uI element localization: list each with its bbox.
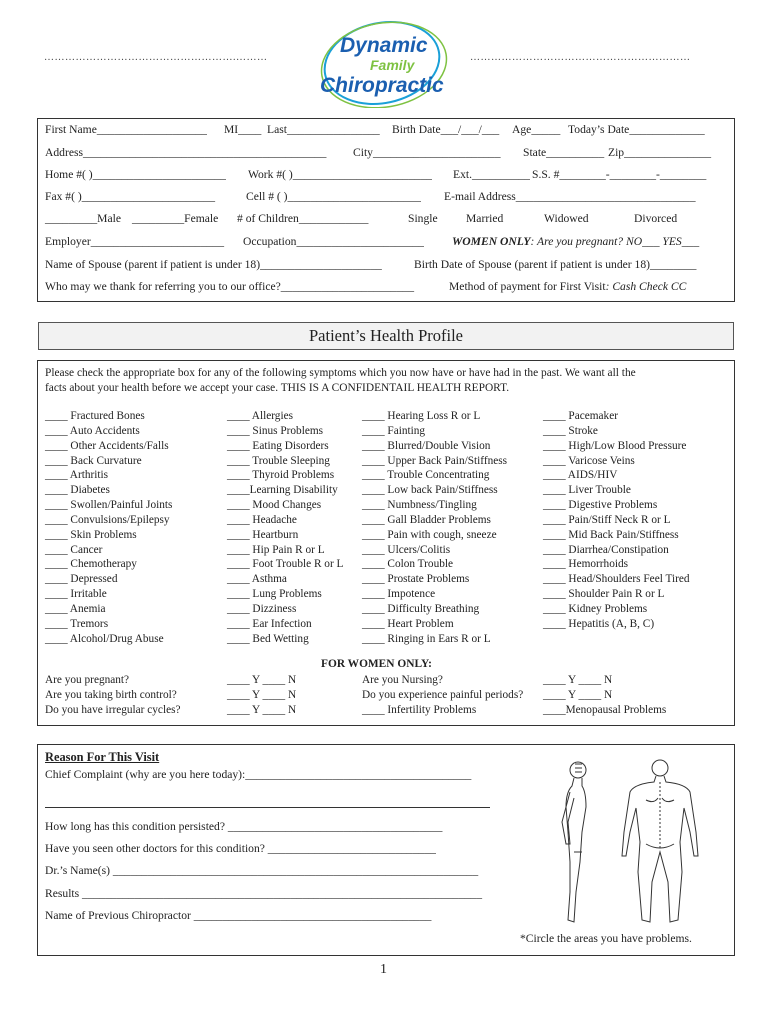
side-view-figure <box>562 762 586 922</box>
symptom-item[interactable]: ____ Eating Disorders <box>227 439 329 452</box>
women-question[interactable]: Are you Nursing? <box>362 674 443 686</box>
zip-field[interactable]: Zip_______________ <box>608 146 712 159</box>
cell-phone-field[interactable]: Cell # ( )_______________________ <box>246 190 421 203</box>
symptom-item[interactable]: ____ Skin Problems <box>45 528 137 541</box>
symptom-item[interactable]: ____ Low back Pain/Stiffness <box>362 484 498 497</box>
symptom-item[interactable]: ____ Mood Changes <box>227 499 322 512</box>
complaint-line[interactable] <box>45 807 490 808</box>
divorced-option[interactable]: Divorced <box>634 212 678 225</box>
symptom-item[interactable]: ____ Diabetes <box>45 484 110 497</box>
symptom-item[interactable]: ____ Kidney Problems <box>543 602 648 615</box>
symptom-item[interactable]: ____ Chemotherapy <box>45 558 137 571</box>
profile-intro <box>45 366 636 395</box>
symptom-item[interactable]: ____ Upper Back Pain/Stiffness <box>362 454 508 467</box>
chief-complaint-field[interactable] <box>45 768 471 781</box>
women-questions-mid <box>362 673 523 718</box>
women-yn-right <box>543 673 666 718</box>
symptom-item[interactable]: ____Learning Disability <box>227 484 338 497</box>
back-view-figure <box>622 760 698 922</box>
symptom-item[interactable]: ____ Trouble Concentrating <box>362 469 490 482</box>
symptom-item[interactable]: ____ Ulcers/Colitis <box>362 543 451 556</box>
symptom-item[interactable]: ____ Anemia <box>45 602 106 615</box>
female-field[interactable]: _________Female <box>132 212 219 225</box>
symptom-item[interactable]: ____ Back Curvature <box>45 454 142 467</box>
male-field[interactable]: _________Male <box>45 212 121 225</box>
symptom-item[interactable]: ____ Heartburn <box>227 528 299 541</box>
symptom-item[interactable]: ____ Prostate Problems <box>362 573 470 586</box>
todays-date-field[interactable]: Today’s Date_____________ <box>568 123 705 136</box>
fax-field[interactable]: Fax #( )_______________________ <box>45 190 216 203</box>
circle-instruction: *Circle the areas you have problems. <box>520 932 692 945</box>
intro-line-1: Please check the appropriate box for any of the following symptoms which you now have or have had in the past. We want all the <box>45 367 636 379</box>
symptom-item[interactable]: ____ Headache <box>227 513 297 526</box>
symptom-item[interactable]: ____ AIDS/HIV <box>543 469 618 482</box>
payment-options[interactable]: : Cash Check CC <box>605 280 687 293</box>
clinic-logo <box>312 18 462 108</box>
pregnant-question[interactable]: : Are you pregnant? NO___ YES___ <box>530 235 700 248</box>
symptom-item[interactable]: ____ Other Accidents/Falls <box>45 439 169 452</box>
yes-no-field[interactable]: ____Menopausal Problems <box>543 703 667 716</box>
spouse-name-field[interactable]: Name of Spouse (parent if patient is under 18)_____________________ <box>45 258 382 271</box>
symptom-item[interactable]: ____ Hemorrhoids <box>543 558 629 571</box>
symptom-item[interactable]: ____ Lung Problems <box>227 588 322 601</box>
spouse-birth-field[interactable]: Birth Date of Spouse (parent if patient is under 18)________ <box>414 258 697 271</box>
symptom-item[interactable]: ____ Foot Trouble R or L <box>227 558 344 571</box>
ext-field[interactable]: Ext.__________ <box>453 168 530 181</box>
work-phone-field[interactable]: Work #( )________________________ <box>248 168 432 181</box>
symptom-item[interactable]: ____ Gall Bladder Problems <box>362 513 491 526</box>
other-doctors-field[interactable]: Have you seen other doctors for this condition? _____________________________ <box>45 842 436 855</box>
women-question[interactable]: Do you have irregular cycles? <box>45 703 181 716</box>
state-field[interactable]: State__________ <box>523 146 605 159</box>
symptom-item[interactable]: ____ Allergies <box>227 410 293 422</box>
symptom-item[interactable]: ____ Hip Pain R or L <box>227 543 325 556</box>
symptom-item[interactable]: ____ Irritable <box>45 588 107 601</box>
symptom-item[interactable]: ____ Swollen/Painful Joints <box>45 499 173 512</box>
symptom-item[interactable]: ____ Arthritis <box>45 469 109 482</box>
symptom-item[interactable]: ____ Digestive Problems <box>543 499 658 512</box>
symptom-item[interactable]: ____ Convulsions/Epilepsy <box>45 513 170 526</box>
symptom-item[interactable]: ____ Dizziness <box>227 602 297 615</box>
symptom-item[interactable]: ____ Trouble Sleeping <box>227 454 330 467</box>
symptom-item[interactable]: ____ Tremors <box>45 617 109 630</box>
women-question[interactable]: Are you pregnant? <box>45 674 130 686</box>
symptom-item[interactable]: ____ Asthma <box>227 573 287 586</box>
women-yn-left <box>227 673 296 718</box>
home-phone-field[interactable]: Home #( )_______________________ <box>45 168 226 181</box>
women-question[interactable]: Are you taking birth control? <box>45 688 177 701</box>
symptom-item[interactable]: ____ Shoulder Pain R or L <box>543 588 665 601</box>
symptom-item[interactable]: ____ Mid Back Pain/Stiffness <box>543 528 679 541</box>
symptom-item[interactable]: ____ Hepatitis (A, B, C) <box>543 617 655 630</box>
referral-field[interactable]: Who may we thank for referring you to our office?_______________________ <box>45 280 415 293</box>
symptom-item[interactable]: ____ Varicose Veins <box>543 454 635 467</box>
logo-line3: Chiropractic <box>320 74 444 97</box>
chief-complaint-label: Chief Complaint <box>45 768 123 781</box>
previous-chiropractor-field[interactable]: Name of Previous Chiropractor _________________________________________ <box>45 909 432 922</box>
symptom-item[interactable]: ____ Stroke <box>543 424 598 437</box>
logo-line1: Dynamic <box>340 34 428 57</box>
chief-complaint-prompt[interactable]: (why are you here today):_______________________________________ <box>125 768 472 781</box>
yes-no-field[interactable]: ____ Y ____ N <box>543 688 613 701</box>
symptom-item[interactable]: ____ Hearing Loss R or L <box>362 410 481 422</box>
symptom-item[interactable]: ____ Pain/Stiff Neck R or L <box>543 513 671 526</box>
payment-label: Method of payment for First Visit <box>449 280 606 293</box>
symptom-item[interactable]: ____ Numbness/Tingling <box>362 499 477 512</box>
women-only-heading: FOR WOMEN ONLY: <box>321 658 432 670</box>
doctors-name-field[interactable]: Dr.’s Name(s) _______________________________________________________________ <box>45 864 479 877</box>
symptom-item[interactable]: ____ Blurred/Double Vision <box>362 439 491 452</box>
duration-field[interactable]: How long has this condition persisted? _____________________________________ <box>45 820 443 833</box>
email-field[interactable]: E-mail Address_______________________________ <box>444 190 696 203</box>
occupation-field[interactable]: Occupation______________________ <box>243 235 424 248</box>
widowed-option[interactable]: Widowed <box>544 212 589 225</box>
mi-field[interactable]: MI____ <box>224 123 262 136</box>
yes-no-field[interactable]: ____ Y ____ N <box>227 688 297 701</box>
results-field[interactable]: Results _____________________________________________________________________ <box>45 887 483 900</box>
symptom-item[interactable]: ____ Head/Shoulders Feel Tired <box>543 573 690 586</box>
intro-line-2: facts about your health before we accept your case. THIS IS A CONFIDENTAIL HEALTH REPORT. <box>45 381 510 394</box>
women-only-label: WOMEN ONLY <box>452 235 531 248</box>
symptom-item[interactable]: ____ Difficulty Breathing <box>362 602 480 615</box>
ss-number-field[interactable]: S.S. #________-________-________ <box>532 168 707 181</box>
married-option[interactable]: Married <box>466 212 504 225</box>
body-diagram[interactable] <box>530 752 730 930</box>
last-name-field[interactable]: Last________________ <box>267 123 380 136</box>
symptom-item[interactable]: ____ Pain with cough, sneeze <box>362 528 497 541</box>
symptom-item[interactable]: ____ Pacemaker <box>543 410 618 422</box>
symptom-item[interactable]: ____ High/Low Blood Pressure <box>543 439 687 452</box>
symptom-item[interactable]: ____ Alcohol/Drug Abuse <box>45 632 164 645</box>
symptom-item[interactable]: ____ Fainting <box>362 424 426 437</box>
section-title: Patient’s Health Profile <box>38 322 734 350</box>
yes-no-field[interactable]: ____ Y ____ N <box>543 674 613 686</box>
city-field[interactable]: City______________________ <box>353 146 501 159</box>
symptom-item[interactable]: ____ Diarrhea/Constipation <box>543 543 669 556</box>
first-name-field[interactable]: First Name___________________ <box>45 123 207 136</box>
header-dots-right: ……………………………………………………… <box>470 52 691 63</box>
single-option[interactable]: Single <box>408 212 438 225</box>
symptom-item[interactable]: ____ Fractured Bones <box>45 410 145 422</box>
symptom-item[interactable]: ____ Liver Trouble <box>543 484 631 497</box>
yes-no-field[interactable]: ____ Y ____ N <box>227 703 297 716</box>
age-field[interactable]: Age_____ <box>512 123 561 136</box>
symptom-item[interactable]: ____ Colon Trouble <box>362 558 454 571</box>
symptom-item[interactable]: ____ Ringing in Ears R or L <box>362 632 491 645</box>
symptom-item[interactable]: ____ Auto Accidents <box>45 424 140 437</box>
yes-no-field[interactable]: ____ Y ____ N <box>227 674 297 686</box>
symptom-item[interactable]: ____ Bed Wetting <box>227 632 309 645</box>
symptom-column-4 <box>543 409 690 632</box>
symptom-item[interactable]: ____ Depressed <box>45 573 118 586</box>
employer-field[interactable]: Employer_______________________ <box>45 235 225 248</box>
birth-date-field[interactable]: Birth Date___/___/___ <box>392 123 500 136</box>
symptom-item[interactable]: ____ Sinus Problems <box>227 424 324 437</box>
symptom-column-1 <box>45 409 172 647</box>
symptom-item[interactable]: ____ Heart Problem <box>362 617 454 630</box>
women-questions-left <box>45 673 181 718</box>
symptom-item[interactable]: ____ Impotence <box>362 588 436 601</box>
symptom-item[interactable]: ____ Thyroid Problems <box>227 469 335 482</box>
address-field[interactable]: Address__________________________________________ <box>45 146 327 159</box>
logo-line2: Family <box>370 57 415 73</box>
symptom-column-2 <box>227 409 343 647</box>
symptom-column-3 <box>362 409 507 647</box>
page-number: 1 <box>380 962 387 977</box>
women-question[interactable]: Do you experience painful periods? <box>362 688 524 701</box>
symptom-item[interactable]: ____ Ear Infection <box>227 617 312 630</box>
visit-heading: Reason For This Visit <box>45 750 160 764</box>
children-field[interactable]: # of Children____________ <box>237 212 369 225</box>
symptom-item[interactable]: ____ Cancer <box>45 543 103 556</box>
header-dots-left: ……………………………………………….……… <box>44 52 268 63</box>
women-question[interactable]: ____ Infertility Problems <box>362 703 477 716</box>
